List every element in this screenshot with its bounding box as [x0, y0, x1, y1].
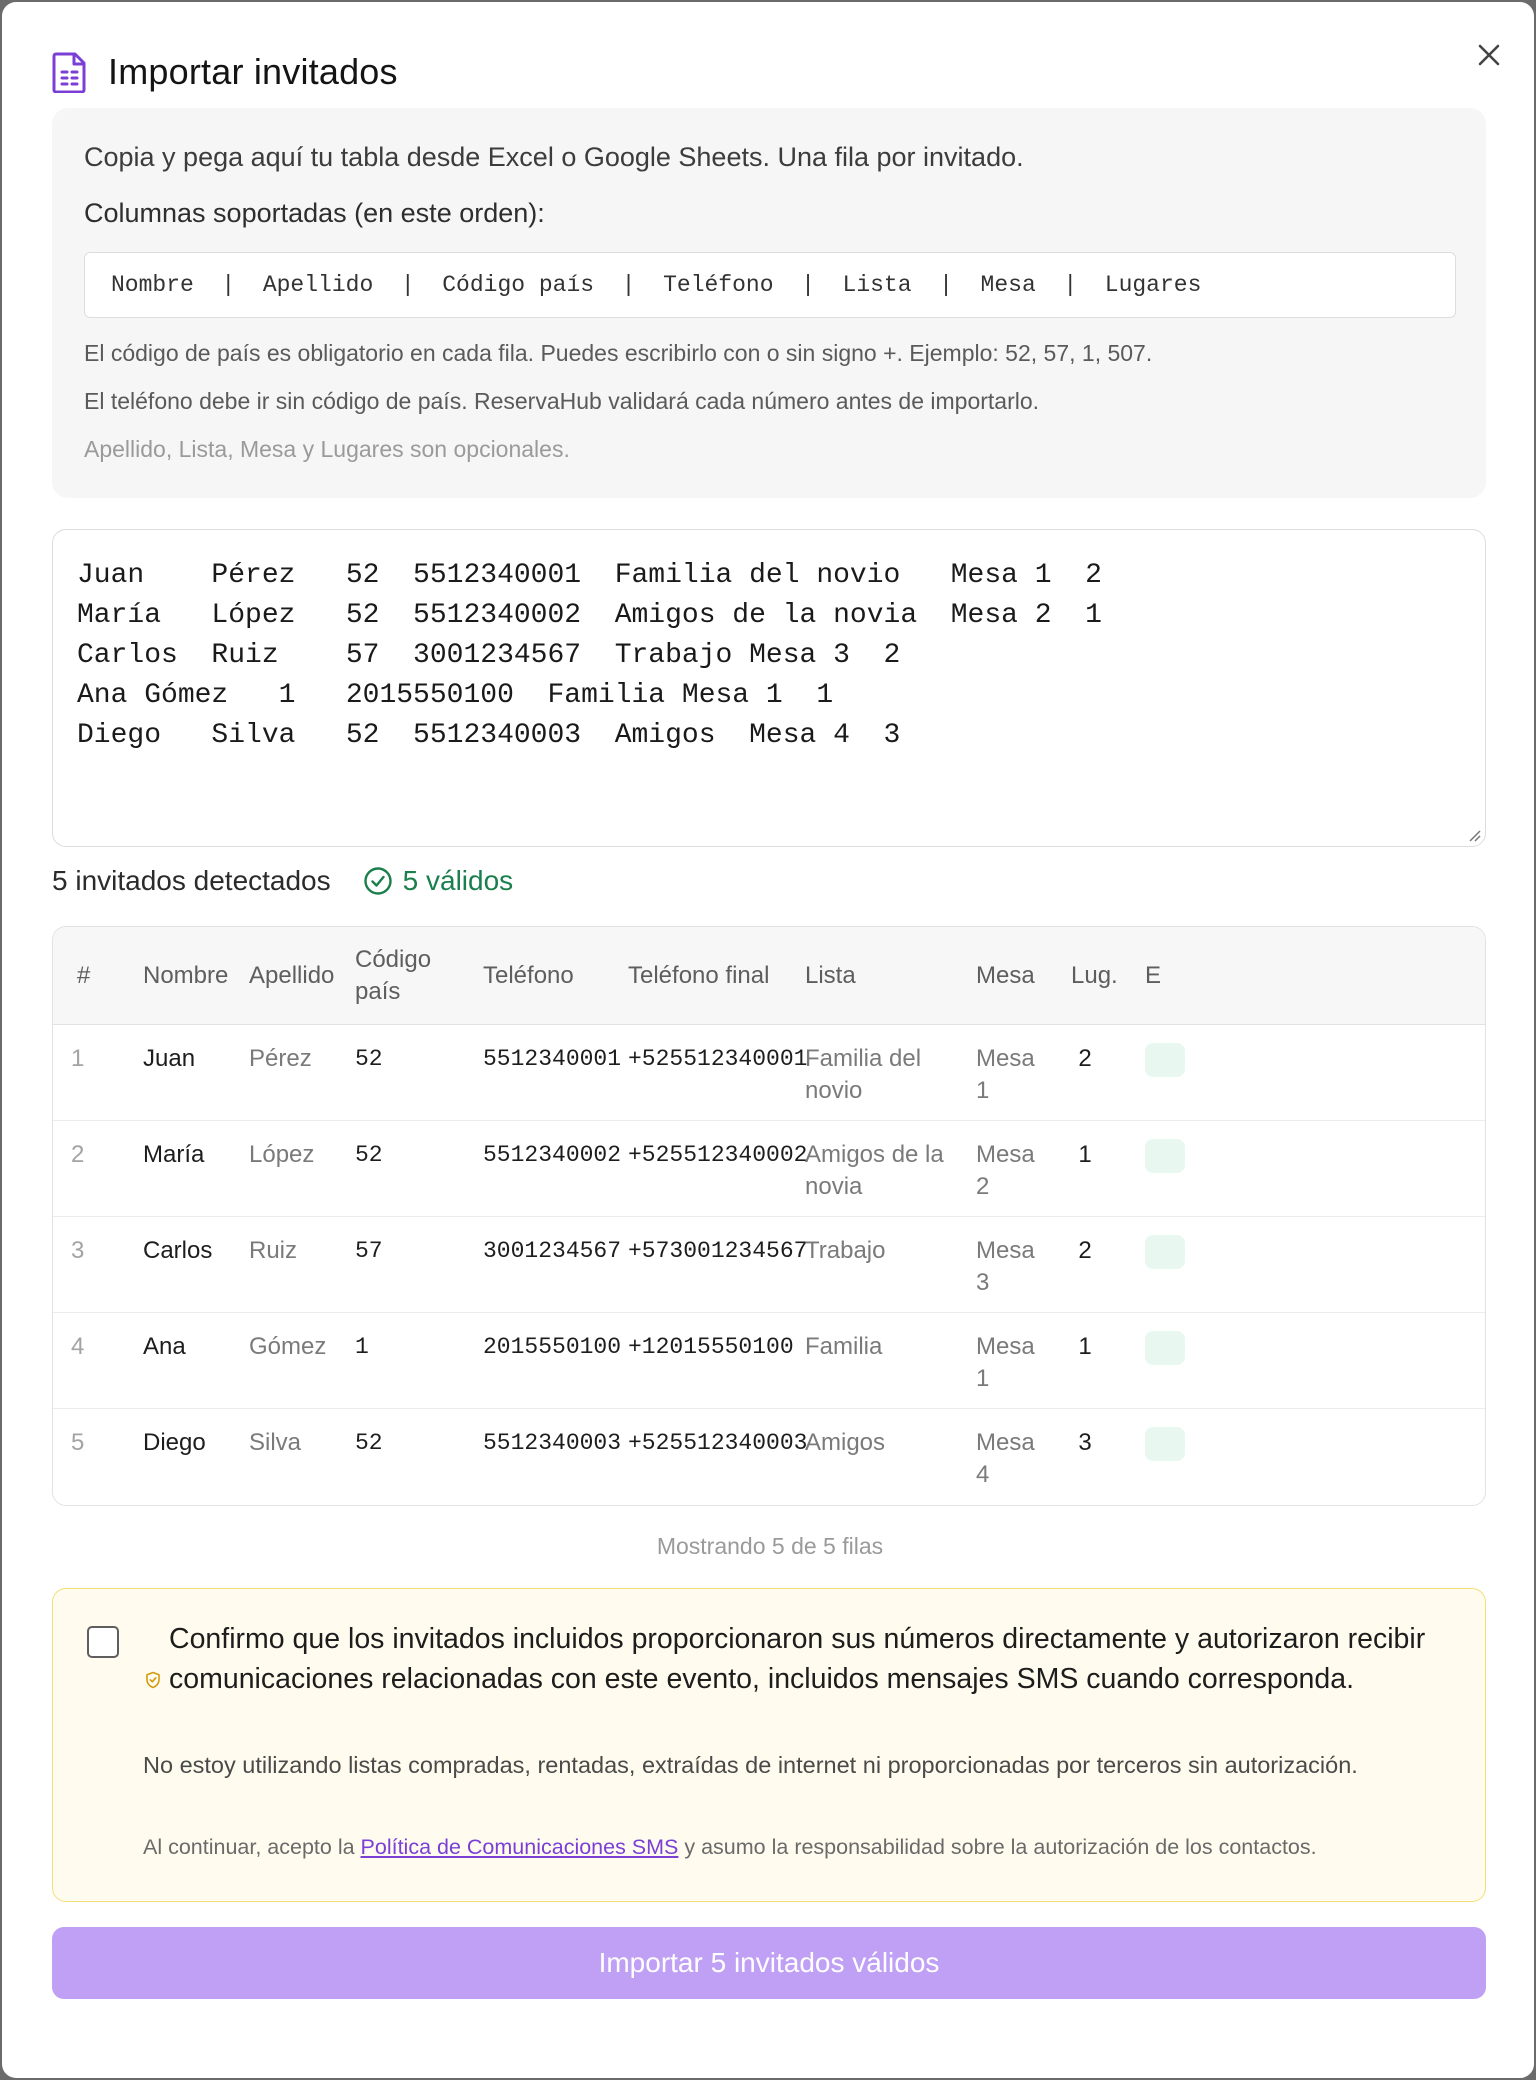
- cell-codigo-pais: 57: [355, 1238, 383, 1264]
- table-header: [53, 927, 1485, 1025]
- cell-lugares: 2: [1078, 1237, 1092, 1264]
- status-badge: [1145, 1139, 1185, 1173]
- consent-statement: Confirmo que los invitados incluidos proporcionaron sus números directamente y autorizaron recibir comunicaciones relacionadas con este evento, incluidos mensajes SMS cuando corresponda.: [169, 1623, 1426, 1695]
- cell-lista-line: Trabajo: [805, 1237, 886, 1264]
- paste-textarea[interactable]: [52, 529, 1486, 847]
- cell-codigo-pais: 52: [355, 1430, 383, 1456]
- cell-lista: [805, 1427, 885, 1459]
- cell-mesa: [976, 1235, 1035, 1299]
- resize-handle-icon[interactable]: [1467, 828, 1481, 842]
- cell-lugares: 1: [1078, 1141, 1092, 1168]
- sms-policy-link[interactable]: Política de Comunicaciones SMS: [360, 1835, 679, 1859]
- cell-telefono: 3001234567: [483, 1238, 622, 1264]
- spreadsheet-icon: [52, 50, 92, 94]
- cell-index: 2: [71, 1141, 85, 1168]
- rows-count-label: Mostrando 5 de 5 filas: [656, 1533, 884, 1559]
- shield-check-icon: [145, 1671, 161, 1689]
- table-row: [53, 1217, 1485, 1313]
- instructions-intro: Copia y pega aquí tu tabla desde Excel o Google Sheets. Una fila por invitado.: [84, 142, 1024, 172]
- header-index: #: [77, 962, 91, 989]
- status-badge: [1145, 1235, 1185, 1269]
- cell-mesa-line: 2: [976, 1173, 990, 1200]
- cell-lista-line: novia: [805, 1173, 863, 1200]
- cell-mesa-line: Mesa: [976, 1141, 1035, 1168]
- supported-columns-title: Columnas soportadas (en este orden):: [84, 198, 545, 228]
- cell-index: 5: [71, 1429, 85, 1456]
- cell-mesa: [976, 1139, 1035, 1203]
- header-lugares: Lug.: [1071, 962, 1118, 989]
- valid-count: 5 válidos: [402, 865, 514, 896]
- paste-line: Diego Silva 52 5512340003 Amigos Mesa 4 3: [77, 720, 901, 751]
- modal-header: [52, 50, 398, 94]
- cell-codigo-pais: 52: [355, 1142, 383, 1168]
- paste-line: Juan Pérez 52 5512340001 Familia del novio Mesa 1 2: [77, 560, 1102, 591]
- cell-lista-line: Amigos de la: [805, 1141, 944, 1168]
- cell-codigo-pais: 52: [355, 1046, 383, 1072]
- cell-mesa-line: Mesa: [976, 1237, 1035, 1264]
- cell-nombre: Diego: [143, 1429, 206, 1456]
- cell-mesa-line: 1: [976, 1365, 990, 1392]
- cell-lugares: 3: [1078, 1429, 1092, 1456]
- cell-mesa: [976, 1427, 1035, 1491]
- table-row: [53, 1025, 1485, 1121]
- legal-prefix: Al continuar, acepto la: [143, 1835, 361, 1859]
- paste-line: María López 52 5512340002 Amigos de la novia Mesa 2 1: [77, 600, 1102, 631]
- cell-lugares: 2: [1078, 1045, 1092, 1072]
- cell-mesa-line: Mesa: [976, 1429, 1035, 1456]
- header-telefono: Teléfono: [483, 962, 574, 989]
- import-guests-modal: [2, 2, 1534, 2078]
- cell-lista-line: Familia: [805, 1333, 883, 1360]
- cell-mesa-line: 4: [976, 1461, 990, 1488]
- instructions-panel: [52, 108, 1486, 498]
- table-row: [53, 1121, 1485, 1217]
- status-badge: [1145, 1331, 1185, 1365]
- close-icon: [1476, 42, 1502, 68]
- close-button[interactable]: [1472, 38, 1506, 72]
- cell-telefono: 5512340001: [483, 1046, 622, 1072]
- header-codigo-pais: [355, 944, 431, 1008]
- check-circle-icon: [363, 866, 393, 896]
- consent-panel: [52, 1588, 1486, 1902]
- cell-telefono-final: +573001234567: [628, 1238, 808, 1264]
- consent-checkbox[interactable]: [87, 1626, 119, 1658]
- status-badge: [1145, 1043, 1185, 1077]
- preview-table: [52, 926, 1486, 1506]
- note-country-code: El código de país es obligatorio en cada fila. Puedes escribirlo con o sin signo +. Ejemplo: 52, 57, 1, 507.: [84, 340, 1153, 366]
- cell-nombre: Juan: [143, 1045, 196, 1072]
- header-mesa: Mesa: [976, 962, 1035, 989]
- cell-lista-line: novio: [805, 1077, 863, 1104]
- header-apellido: Apellido: [249, 962, 335, 989]
- header-estado: E: [1145, 962, 1162, 989]
- cell-index: 1: [71, 1045, 85, 1072]
- cell-lista: [805, 1331, 882, 1363]
- detection-summary: [52, 864, 513, 898]
- cell-lugares: 1: [1078, 1333, 1092, 1360]
- cell-mesa-line: Mesa: [976, 1045, 1035, 1072]
- header-codigo-line2: país: [355, 978, 401, 1005]
- cell-lista: [805, 1139, 944, 1203]
- table-row: [53, 1313, 1485, 1409]
- header-codigo-line1: Código: [355, 946, 432, 973]
- cell-telefono: 2015550100: [483, 1334, 622, 1360]
- cell-mesa-line: 1: [976, 1077, 990, 1104]
- cell-lista: [805, 1043, 921, 1107]
- cell-index: 4: [71, 1333, 85, 1360]
- cell-nombre: María: [143, 1141, 205, 1168]
- cell-telefono-final: +525512340002: [628, 1142, 808, 1168]
- cell-lista-line: Familia del: [805, 1045, 922, 1072]
- cell-nombre: Carlos: [143, 1237, 213, 1264]
- cell-codigo-pais: 1: [355, 1334, 369, 1360]
- paste-line: Carlos Ruiz 57 3001234567 Trabajo Mesa 3 2: [77, 640, 901, 671]
- cell-telefono-final: +12015550100: [628, 1334, 794, 1360]
- cell-telefono: 5512340003: [483, 1430, 622, 1456]
- cell-apellido: López: [249, 1141, 315, 1168]
- import-button[interactable]: Importar 5 invitados válidos: [52, 1927, 1486, 1999]
- cell-mesa-line: Mesa: [976, 1333, 1035, 1360]
- cell-mesa: [976, 1331, 1035, 1395]
- cell-telefono: 5512340002: [483, 1142, 622, 1168]
- cell-lista-line: Amigos: [805, 1429, 886, 1456]
- cell-lista: [805, 1235, 885, 1267]
- header-lista: Lista: [805, 962, 856, 989]
- paste-line: Ana Gómez 1 2015550100 Familia Mesa 1 1: [77, 680, 834, 711]
- note-optional: Apellido, Lista, Mesa y Lugares son opcionales.: [84, 436, 570, 462]
- valid-count-badge: [363, 865, 514, 897]
- header-telefono-final: Teléfono final: [628, 962, 770, 989]
- cell-apellido: Gómez: [249, 1333, 327, 1360]
- table-row: [53, 1409, 1485, 1505]
- detected-count: 5 invitados detectados: [52, 865, 331, 896]
- header-nombre: Nombre: [143, 962, 229, 989]
- status-badge: [1145, 1427, 1185, 1461]
- cell-apellido: Ruiz: [249, 1237, 298, 1264]
- supported-columns-list: Nombre | Apellido | Código país | Teléfono | Lista | Mesa | Lugares: [84, 252, 1456, 318]
- cell-index: 3: [71, 1237, 85, 1264]
- cell-telefono-final: +525512340003: [628, 1430, 808, 1456]
- cell-mesa: [976, 1043, 1035, 1107]
- legal-suffix: y asumo la responsabilidad sobre la autorización de los contactos.: [678, 1835, 1317, 1859]
- cell-mesa-line: 3: [976, 1269, 990, 1296]
- cell-apellido: Silva: [249, 1429, 302, 1456]
- note-phone: El teléfono debe ir sin código de país. ReservaHub validará cada número antes de importarlo.: [84, 388, 1040, 414]
- consent-legal-text: [143, 1835, 1317, 1860]
- cell-telefono-final: +525512340001: [628, 1046, 808, 1072]
- cell-nombre: Ana: [143, 1333, 186, 1360]
- consent-disclaimer: No estoy utilizando listas compradas, rentadas, extraídas de internet ni proporcionadas por terceros sin autorización.: [143, 1752, 1358, 1778]
- cell-apellido: Pérez: [249, 1045, 312, 1072]
- modal-title: Importar invitados: [108, 51, 398, 92]
